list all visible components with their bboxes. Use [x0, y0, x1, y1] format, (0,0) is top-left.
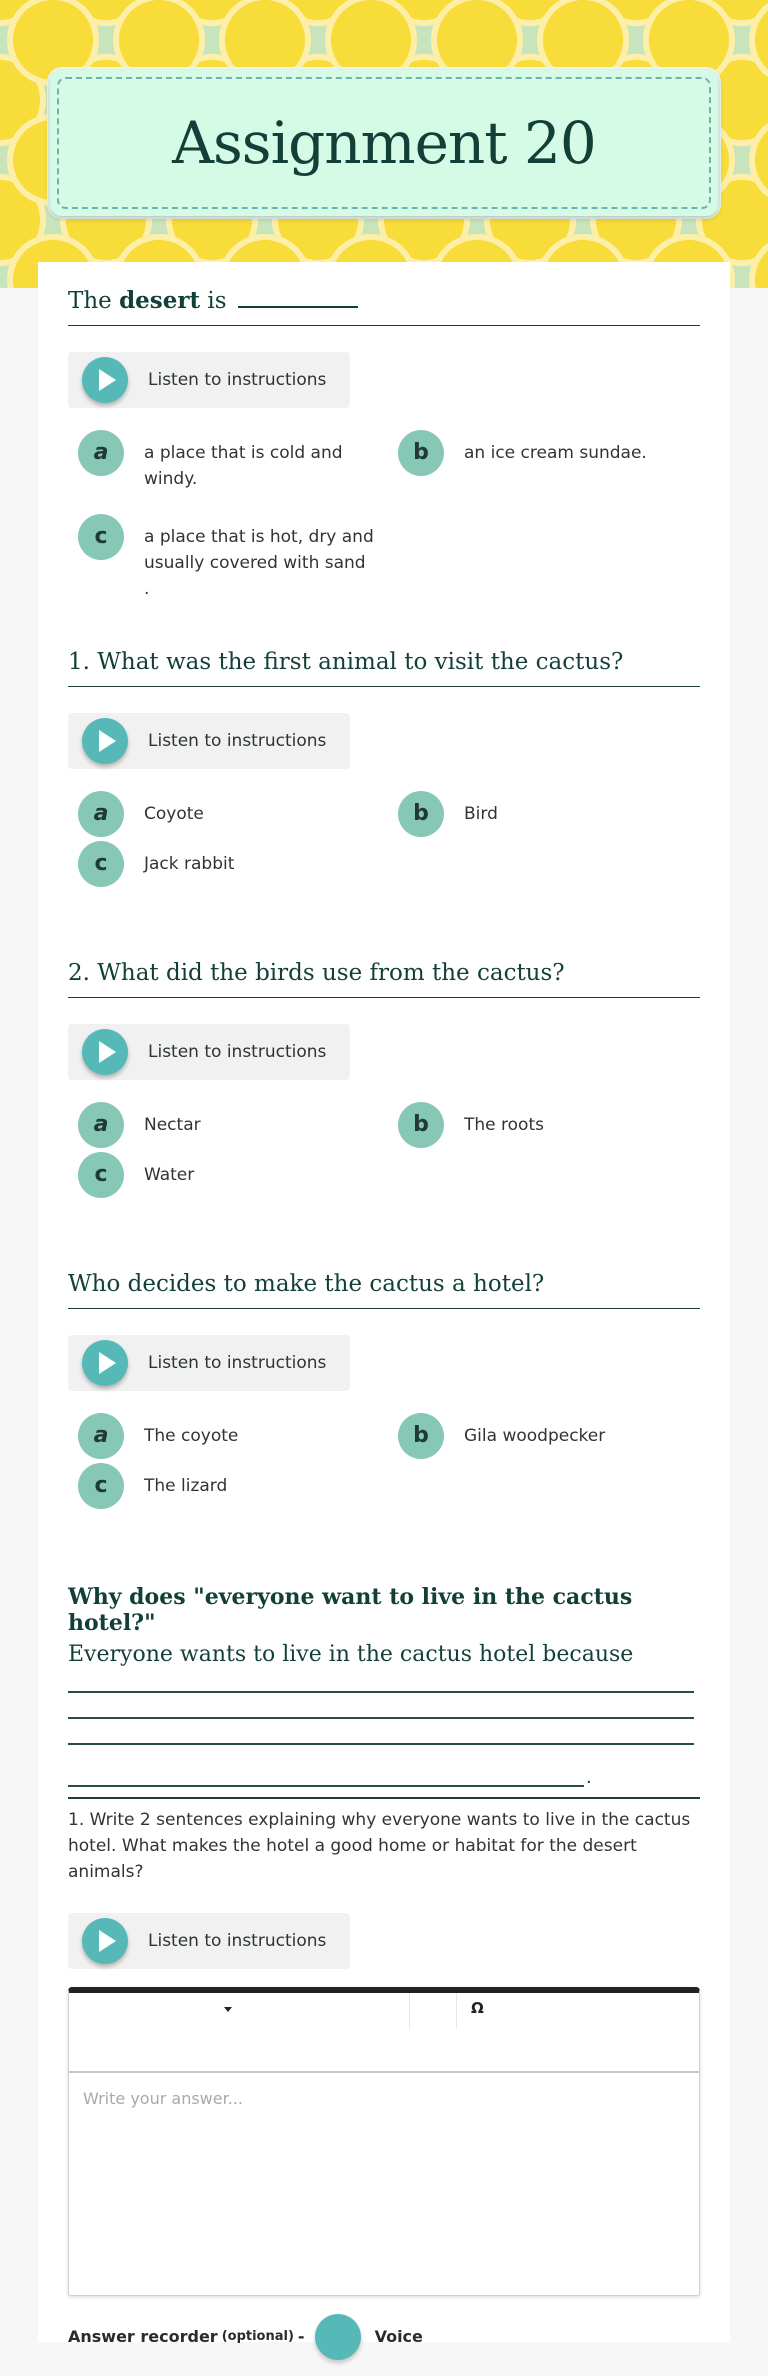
worksheet: [38, 262, 730, 2346]
option-text: Water: [144, 1164, 195, 1185]
writing-line: [68, 1691, 694, 1693]
play-icon: [82, 1340, 128, 1386]
rich-text-editor: [68, 1987, 700, 2296]
writing-subheading: Everyone wants to live in the cactus hotel because: [68, 1642, 634, 1667]
listen-label: Listen to instructions: [148, 1352, 327, 1373]
listen-button[interactable]: [68, 1024, 350, 1080]
writing-line: [68, 1717, 694, 1719]
question-3: [68, 1270, 700, 1511]
option-letter-badge: c: [78, 1463, 124, 1509]
option-text: The lizard: [144, 1475, 228, 1496]
writing-line: [68, 1743, 694, 1745]
toolbar-separator: [456, 1993, 457, 2029]
option-text: The roots: [464, 1114, 544, 1135]
option-letter-badge: b: [398, 430, 444, 476]
option-a[interactable]: [68, 789, 380, 839]
fill-in-blank: [238, 288, 358, 308]
writing-line: [68, 1785, 584, 1787]
option-a[interactable]: [68, 1411, 380, 1461]
voice-label: Voice: [374, 2327, 423, 2346]
option-letter-badge: a: [78, 791, 124, 837]
listen-label: Listen to instructions: [148, 1930, 327, 1951]
option-b[interactable]: [388, 1100, 700, 1150]
writing-line-last: [68, 1769, 700, 1787]
chevron-down-icon: [224, 2007, 232, 2012]
listen-label: Listen to instructions: [148, 1041, 327, 1062]
option-letter-badge: c: [78, 514, 124, 560]
option-letter-badge: b: [398, 1413, 444, 1459]
options-list: [68, 1100, 700, 1200]
option-b[interactable]: [388, 428, 700, 494]
section-divider: [68, 1797, 700, 1799]
writing-prompt: 1. Write 2 sentences explaining why everyone wants to live in the cactus hotel. What makes the hotel a good home or habitat for the desert animals?: [68, 1809, 691, 1882]
question-2: [68, 959, 700, 1200]
option-text: a place that is cold and windy.: [144, 442, 343, 489]
option-c[interactable]: [68, 1150, 380, 1200]
option-c[interactable]: [68, 839, 380, 889]
page-title: Assignment 20: [172, 109, 596, 177]
option-letter-badge: a: [78, 1102, 124, 1148]
header-banner: [0, 0, 768, 288]
option-text: Nectar: [144, 1114, 201, 1135]
option-a[interactable]: [68, 428, 380, 494]
recorder-dash: -: [297, 2327, 305, 2346]
question-title: [68, 286, 700, 326]
format-dropdown[interactable]: [69, 1993, 409, 2031]
question-title-bold: desert: [119, 287, 201, 314]
record-voice-button[interactable]: [315, 2314, 361, 2360]
question-1: [68, 648, 700, 889]
question-title-post: is: [200, 288, 227, 314]
question-title: Who decides to make the cactus a hotel?: [68, 1270, 700, 1309]
question-title: 1. What was the first animal to visit the cactus?: [68, 648, 700, 687]
question-title-pre: The: [68, 288, 120, 314]
writing-section: [68, 1584, 700, 2360]
option-text: Jack rabbit: [144, 853, 235, 874]
writing-end-punct: .: [586, 1767, 592, 1788]
option-text: Coyote: [144, 803, 204, 824]
options-list: [68, 1411, 700, 1511]
title-card-border: [57, 77, 711, 209]
option-c[interactable]: [68, 1461, 380, 1511]
editor-toolbar: [69, 1993, 699, 2073]
writing-heading: Why does "everyone want to live in the cactus hotel?": [68, 1584, 633, 1636]
title-card: [50, 70, 718, 216]
listen-button[interactable]: [68, 352, 350, 408]
options-list: [68, 789, 700, 889]
option-letter-badge: c: [78, 1152, 124, 1198]
listen-button[interactable]: [68, 1913, 350, 1969]
recorder-label: Answer recorder: [68, 2327, 218, 2346]
play-icon: [82, 718, 128, 764]
options-list: [68, 428, 700, 604]
play-icon: [82, 1029, 128, 1075]
option-c[interactable]: [68, 512, 380, 604]
listen-button[interactable]: [68, 1335, 350, 1391]
recorder-optional: (optional): [221, 2329, 294, 2344]
option-b[interactable]: [388, 789, 700, 839]
play-icon: [82, 357, 128, 403]
option-letter-badge: b: [398, 791, 444, 837]
question-desert: [68, 286, 700, 604]
listen-label: Listen to instructions: [148, 730, 327, 751]
option-letter-badge: a: [78, 430, 124, 476]
option-letter-badge: b: [398, 1102, 444, 1148]
special-character-icon[interactable]: Ω: [471, 1998, 484, 2017]
option-letter-badge: a: [78, 1413, 124, 1459]
option-b[interactable]: [388, 1411, 700, 1461]
toolbar-button[interactable]: [410, 1993, 456, 2029]
option-text: a place that is hot, dry and usually covered with sand .: [144, 526, 374, 599]
listen-label: Listen to instructions: [148, 369, 327, 390]
option-text: The coyote: [144, 1425, 239, 1446]
question-title: 2. What did the birds use from the cactus?: [68, 959, 700, 998]
option-letter-badge: c: [78, 841, 124, 887]
option-text: Bird: [464, 803, 498, 824]
answer-input[interactable]: [69, 2073, 699, 2291]
option-text: Gila woodpecker: [464, 1425, 606, 1446]
option-text: an ice cream sundae.: [464, 442, 647, 463]
listen-button[interactable]: [68, 713, 350, 769]
answer-recorder: [68, 2314, 700, 2360]
play-icon: [82, 1918, 128, 1964]
option-a[interactable]: [68, 1100, 380, 1150]
